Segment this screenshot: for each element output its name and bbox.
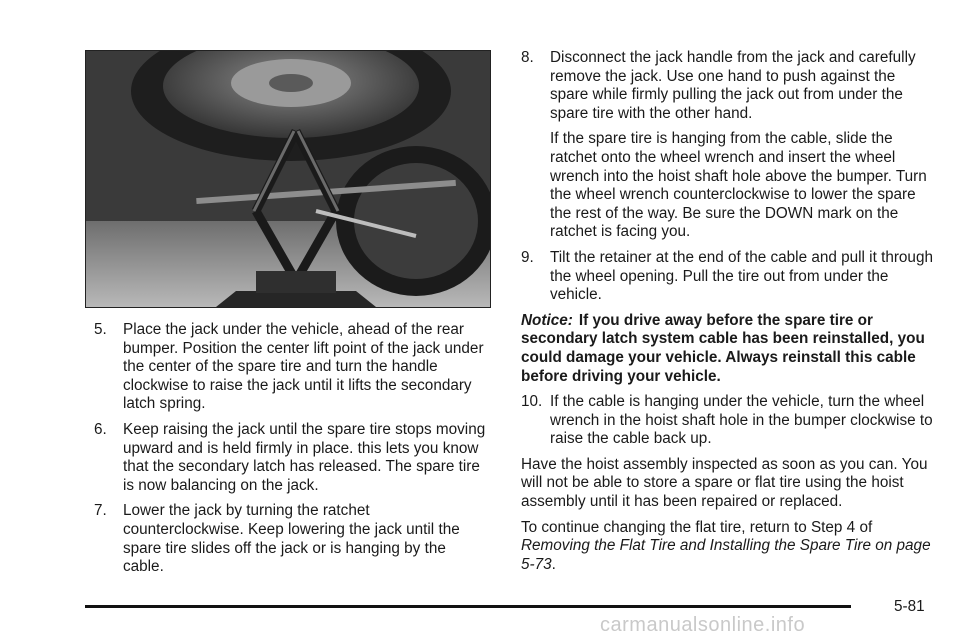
step-number: 9. (521, 248, 534, 266)
step-10 (521, 393, 933, 449)
step-6 (94, 421, 486, 495)
step-8 (521, 49, 933, 123)
step-text: Lower the jack by turning the ratchet counterclockwise. Keep lowering the jack until the spare tire slides off the jack or is hanging by the cable. (123, 502, 460, 576)
step-text: If the cable is hanging under the vehicle, turn the wheel wrench in the hoist shaft hole in the bumper clockwise to raise the cable back up. (550, 393, 933, 448)
notice-block (521, 312, 933, 386)
step-number: 8. (521, 49, 534, 66)
hoist-inspection-paragraph: Have the hoist assembly inspected as soon as you can. You will not be able to store a spare or flat tire using the hoist assembly until it has been repaired or replaced. (521, 455, 928, 511)
continue-end: . (551, 555, 556, 573)
step-text: Tilt the retainer at the end of the cable and pull it through the wheel opening. Pull the tire out from under the vehicle. (550, 248, 933, 304)
continue-intro: To continue changing the flat tire, return to Step 4 of (521, 518, 873, 536)
notice-label: Notice: (521, 311, 573, 329)
step-text: Place the jack under the vehicle, ahead of the rear bumper. Position the center lift point of the jack under the center of the spare tire and turn the handle clockwise to raise the jack until it lifts the secondary latch spring. (123, 321, 484, 413)
photo-illustration (86, 51, 490, 307)
footer-rule (85, 605, 851, 608)
right-column (521, 49, 933, 581)
step-text: Keep raising the jack until the spare tire stops moving upward and is held firmly in place. this lets you know that the secondary latch has released. The spare tire is now balancing on the jack. (123, 420, 486, 494)
left-column (94, 321, 486, 584)
step-8-followup: If the spare tire is hanging from the cable, slide the ratchet onto the wheel wrench and insert the wheel wrench into the hoist shaft hole above the bumper. Turn the wheel wrench counterclockwise to lower the spare the rest of the way. Be sure the DOWN mark on the ratchet is facing you. (550, 130, 927, 241)
step-7 (94, 502, 486, 576)
step-number: 6. (94, 420, 107, 438)
continue-paragraph (521, 519, 933, 575)
notice-text: If you drive away before the spare tire or secondary latch system cable has been reinstalled, you could damage your vehicle. Always reinstall this cable before driving your vehicle. (521, 311, 925, 385)
step-number: 5. (94, 321, 107, 338)
jack-under-spare-tire-photo (85, 50, 491, 308)
step-number: 7. (94, 502, 107, 520)
cross-reference-link[interactable]: Removing the Flat Tire and Installing the Spare Tire on page 5-73 (521, 537, 931, 573)
step-9 (521, 249, 933, 305)
watermark: carmanualsonline.info (600, 614, 806, 636)
step-5 (94, 321, 486, 414)
step-text: Disconnect the jack handle from the jack and carefully remove the jack. Use one hand to push against the spare while firmly pulling the jack out from under the spare tire with the other hand. (550, 49, 916, 122)
page-number: 5-81 (894, 598, 925, 615)
step-number: 10. (521, 393, 543, 411)
